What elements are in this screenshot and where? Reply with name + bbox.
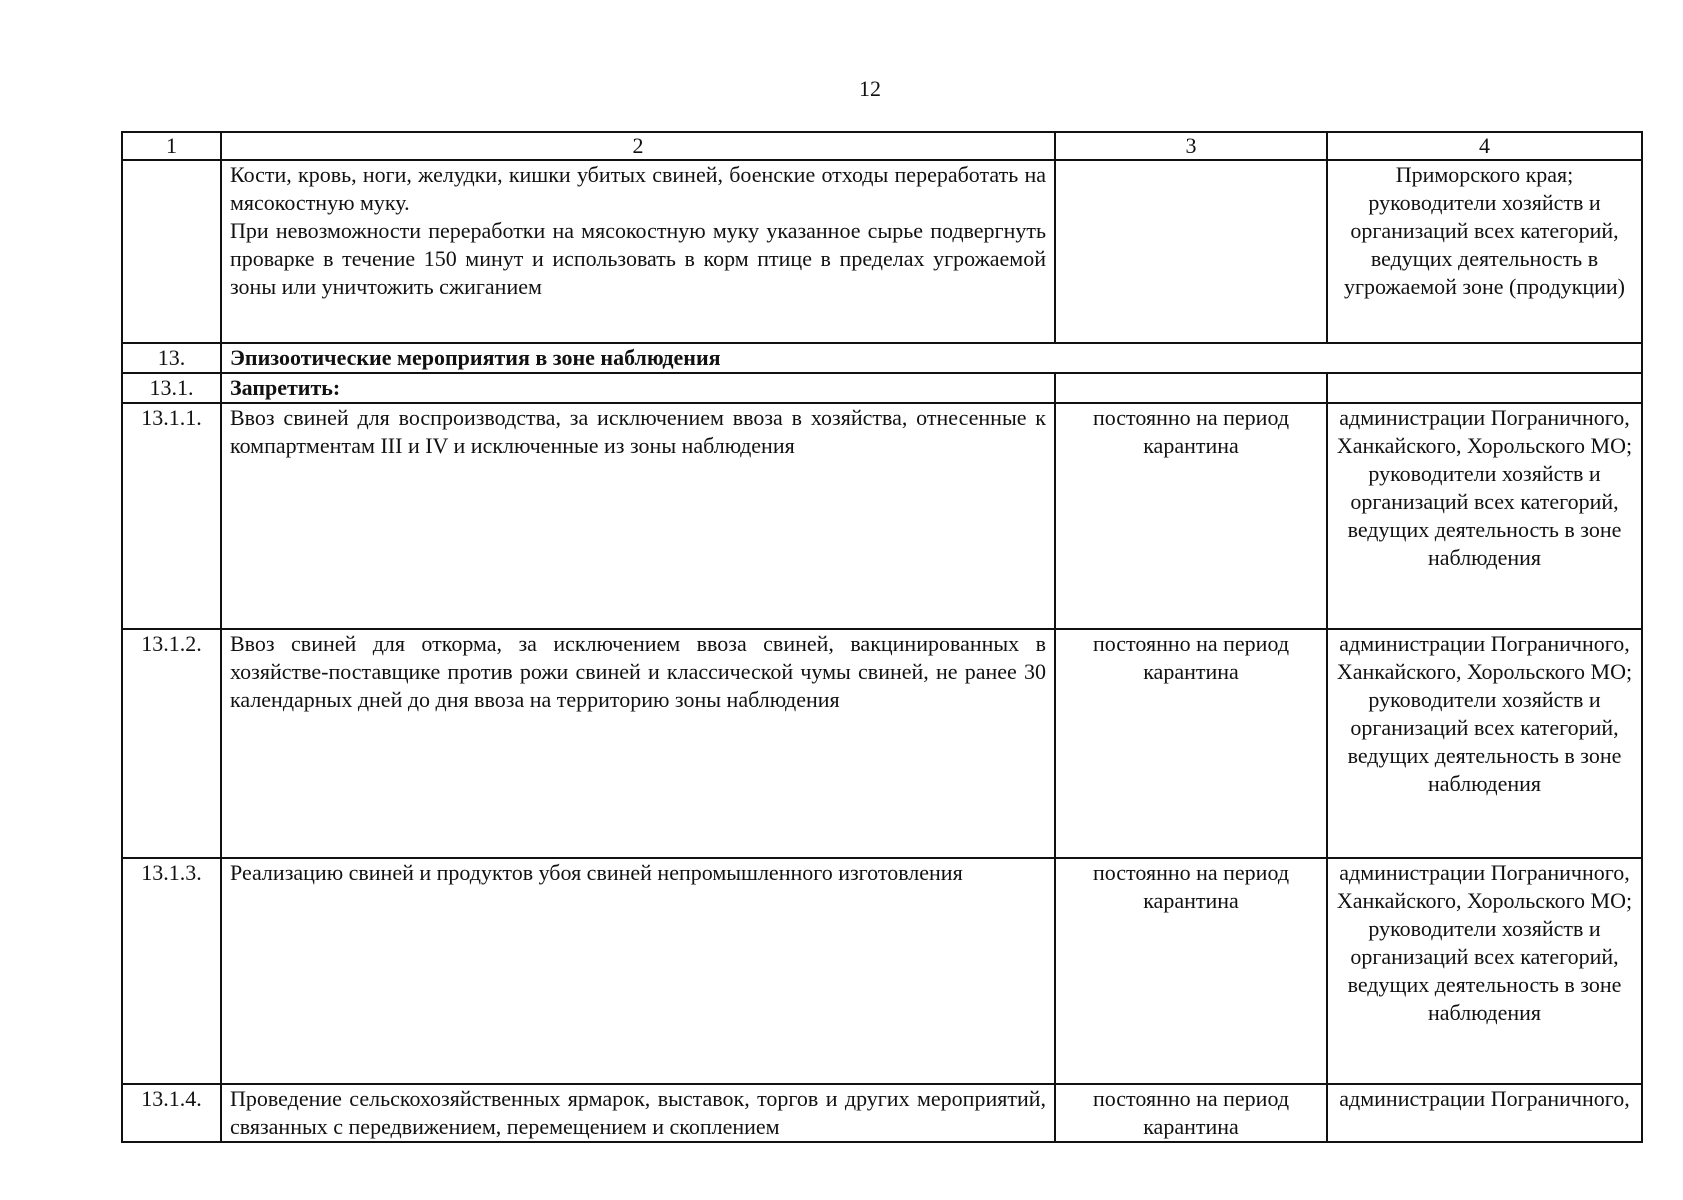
measure-text: Ввоз свиней для откорма, за исключением ввоза свиней, вакцинированных в хозяйстве-поставщике против рожи свиней и классической чумы свиней, не ранее 30 календарных дней до дня ввоза на территорию зоны наблюдения (221, 629, 1055, 858)
row-number: 13.1.2. (122, 629, 221, 858)
column-number-1: 1 (122, 132, 221, 160)
term-cell: постоянно на период карантина (1055, 403, 1327, 629)
responsible-cell: Приморского края; руководители хозяйств и организаций всех категорий, ведущих деятельность в угрожаемой зоне (продукции) (1327, 160, 1642, 343)
measure-text: Ввоз свиней для воспроизводства, за исключением ввоза в хозяйства, отнесенные к компартментам III и IV и исключенные из зоны наблюдения (221, 403, 1055, 629)
term-cell: постоянно на период карантина (1055, 1084, 1327, 1142)
measure-text (221, 160, 1055, 343)
measure-paragraph: Кости, кровь, ноги, желудки, кишки убитых свиней, боенские отходы переработать на мясокостную муку. (230, 162, 1046, 215)
subsection-title: Запретить: (221, 373, 1055, 403)
responsible-cell: администрации Пограничного, Ханкайского, Хорольского МО; руководители хозяйств и организаций всех категорий, ведущих деятельность в зоне наблюдения (1327, 629, 1642, 858)
measure-text-clipped: Проведение сельскохозяйственных ярмарок, выставок, торгов и других мероприятий, связанных с передвижением, перемещением и скоплением (230, 1086, 1046, 1139)
responsible-cell: администрации Пограничного, (1327, 1084, 1642, 1142)
row-number: 13.1.4. (122, 1084, 221, 1142)
measure-text (221, 1084, 1055, 1142)
row-number: 13.1.1. (122, 403, 221, 629)
measures-table (121, 131, 1643, 1143)
table-row (122, 629, 1642, 858)
measure-paragraph: При невозможности переработки на мясокостную муку указанное сырье подвергнуть проварке в течение 150 минут и использовать в корм птице в пределах угрожаемой зоны или уничтожить сжиганием (230, 218, 1046, 299)
responsible-cell: администрации Пограничного, Ханкайского, Хорольского МО; руководители хозяйств и организаций всех категорий, ведущих деятельность в зоне наблюдения (1327, 403, 1642, 629)
table-row (122, 1084, 1642, 1142)
measure-text: Реализацию свиней и продуктов убоя свиней непромышленного изготовления (221, 858, 1055, 1084)
row-number: 13.1.3. (122, 858, 221, 1084)
page-number: 12 (859, 76, 881, 101)
term-cell: постоянно на период карантина (1055, 858, 1327, 1084)
section-number: 13. (122, 343, 221, 373)
table-row (122, 403, 1642, 629)
row-number (122, 160, 221, 343)
term-cell: постоянно на период карантина (1055, 629, 1327, 858)
section-row (122, 343, 1642, 373)
section-title: Эпизоотические мероприятия в зоне наблюдения (221, 343, 1642, 373)
column-number-4: 4 (1327, 132, 1642, 160)
column-number-row (122, 132, 1642, 160)
responsible-cell (1327, 373, 1642, 403)
term-cell (1055, 373, 1327, 403)
column-number-2: 2 (221, 132, 1055, 160)
responsible-cell: администрации Пограничного, Ханкайского, Хорольского МО; руководители хозяйств и организаций всех категорий, ведущих деятельность в зоне наблюдения (1327, 858, 1642, 1084)
subsection-row (122, 373, 1642, 403)
term-cell (1055, 160, 1327, 343)
subsection-number: 13.1. (122, 373, 221, 403)
column-number-3: 3 (1055, 132, 1327, 160)
table-row (122, 858, 1642, 1084)
table-row (122, 160, 1642, 343)
